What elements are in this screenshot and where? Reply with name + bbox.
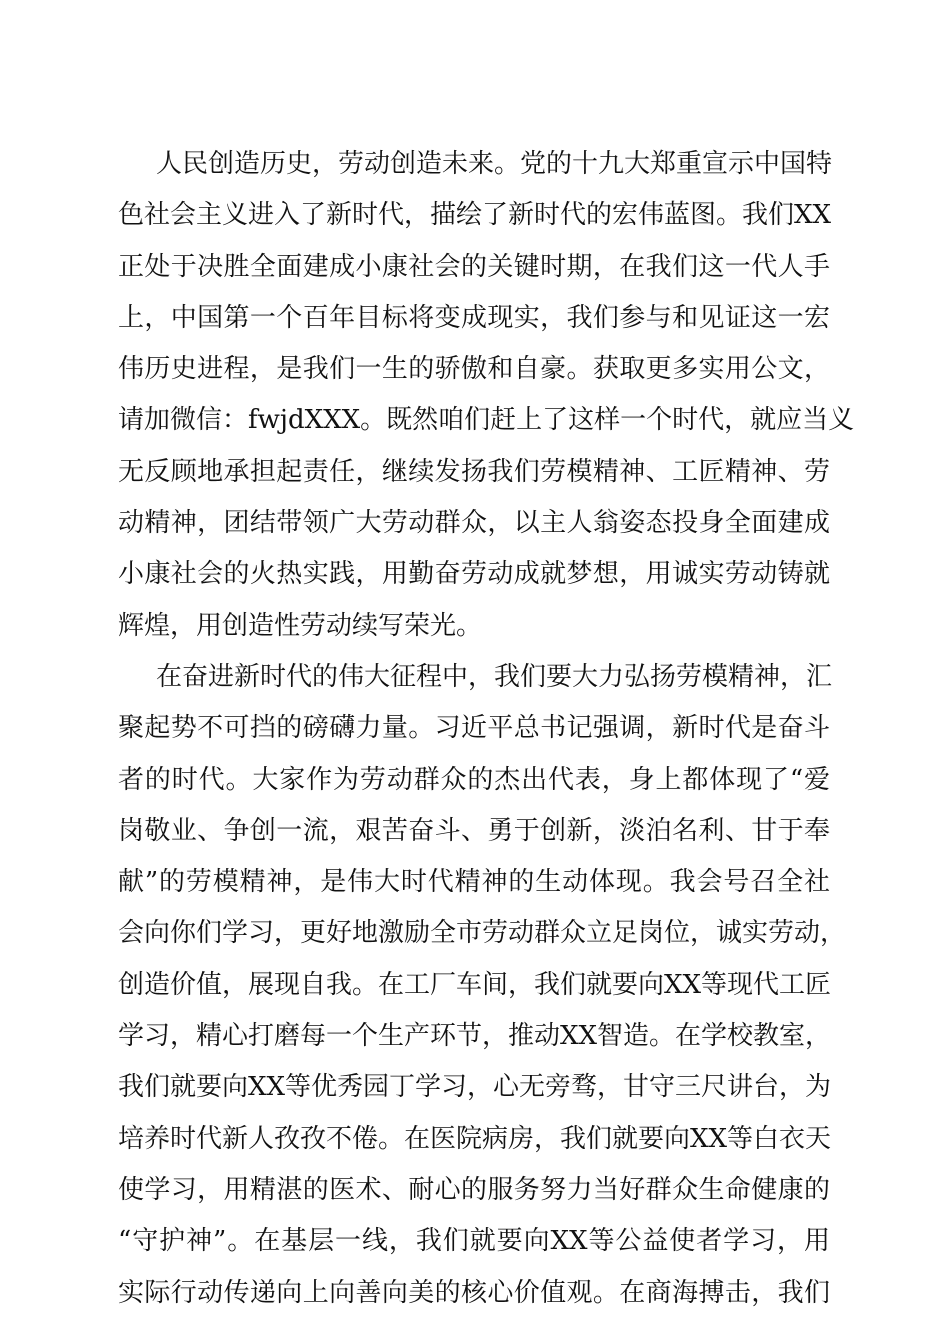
text-line: 动精神，团结带领广大劳动群众，以主人翁姿态投身全面建成 <box>118 508 830 539</box>
text-line: 聚起势不可挡的磅礴力量。习近平总书记强调，新时代是奋斗 <box>118 713 830 744</box>
text-line: 请加微信：fwjdXXX。既然咱们赶上了这样一个时代，就应当义 <box>118 405 855 436</box>
text-line: 创造价值，展现自我。在工厂车间，我们就要向XX等现代工匠 <box>118 969 832 1000</box>
text-line: 实际行动传递向上向善向美的核心价值观。在商海搏击，我们 <box>118 1277 830 1308</box>
text-line: 学习，精心打磨每一个生产环节，推动XX智造。在学校教室， <box>118 1021 832 1052</box>
text-line: 上，中国第一个百年目标将变成现实，我们参与和见证这一宏 <box>118 302 830 333</box>
paragraph-2 <box>118 652 847 1319</box>
text-line: 献”的劳模精神，是伟大时代精神的生动体现。我会号召全社 <box>118 867 830 898</box>
text-line: 小康社会的火热实践，用勤奋劳动成就梦想，用诚实劳动铸就 <box>118 559 830 590</box>
text-line: 我们就要向XX等优秀园丁学习，心无旁骛，甘守三尺讲台，为 <box>118 1072 832 1103</box>
text-line: “守护神”。在基层一线，我们就要向XX等公益使者学习，用 <box>118 1226 830 1257</box>
text-line: 色社会主义进入了新时代，描绘了新时代的宏伟蓝图。我们XX <box>118 200 832 231</box>
text-line: 培养时代新人孜孜不倦。在医院病房，我们就要向XX等白衣天 <box>118 1123 832 1154</box>
text-line: 辉煌，用创造性劳动续写荣光。 <box>118 610 483 641</box>
text-line: 在奋进新时代的伟大征程中，我们要大力弘扬劳模精神，汇 <box>156 661 833 692</box>
text-line: 正处于决胜全面建成小康社会的关键时期，在我们这一代人手 <box>118 251 830 282</box>
text-line: 伟历史进程，是我们一生的骄傲和自豪。获取更多实用公文， <box>118 354 830 385</box>
text-line: 无反顾地承担起责任，继续发扬我们劳模精神、工匠精神、劳 <box>118 456 830 487</box>
text-line: 者的时代。大家作为劳动群众的杰出代表，身上都体现了“爱 <box>118 764 830 795</box>
paragraph-1 <box>118 139 855 652</box>
text-line: 会向你们学习，更好地激励全市劳动群众立足岗位，诚实劳动， <box>118 918 847 949</box>
text-line: 人民创造历史，劳动创造未来。党的十九大郑重宣示中国特 <box>156 149 833 179</box>
text-line: 岗敬业、争创一流，艰苦奋斗、勇于创新，淡泊名利、甘于奉 <box>118 815 830 846</box>
document-body <box>118 139 855 1319</box>
text-line: 使学习，用精湛的医术、耐心的服务努力当好群众生命健康的 <box>118 1174 830 1205</box>
